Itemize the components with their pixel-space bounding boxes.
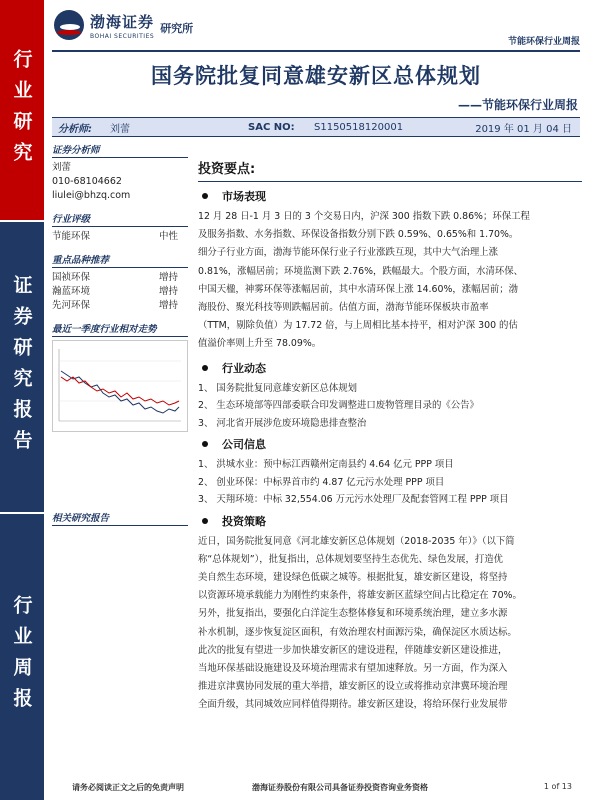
strategy-paragraph	[198, 533, 582, 715]
report-type-header: 节能环保行业周报	[507, 37, 580, 47]
strategy-line: 推进京津冀协同发展的重大举措，雄安新区的设立或将推动京津冀环境治理	[198, 681, 508, 693]
market-line: 及服务指数、水务指数、环保设备指数分别下跌 0.59%、0.65%和 1.70%。	[198, 229, 519, 241]
institute-label: 研究所	[160, 22, 194, 35]
analyst-name: 刘蕾	[110, 123, 130, 135]
industry-list	[198, 380, 582, 433]
logo-cn-name: 渤海证券	[90, 12, 155, 31]
industry-section-heading	[202, 360, 582, 376]
analyst-phone: 010-68104662	[52, 176, 122, 187]
market-line: （TTM，剔除负值）为 17.72 倍，与上周相比基本持平，相对沪深 300 的估	[198, 320, 518, 332]
stock-name: 国祯环保	[52, 272, 91, 283]
strategy-heading-text: 投资策略	[222, 514, 266, 528]
stock-rating: 增持	[158, 286, 178, 297]
strategy-line: 全面升级，其同城效应同样值得期待。雄安新区建设，将给环保行业发展带	[198, 699, 508, 711]
stock-rating: 增持	[158, 300, 178, 311]
header-rule	[52, 50, 580, 52]
market-heading-text: 市场表现	[222, 190, 266, 203]
strategy-line: 另外，批复指出，要强化白洋淀生态整体修复和环境系统治理，建立多水源	[198, 608, 508, 620]
side-analyst-name: 刘蕾	[52, 162, 72, 173]
industry-item: 2、 生态环境部等四部委联合印发调整进口废物管理目录的《公告》	[198, 400, 479, 412]
rating-row	[52, 230, 188, 244]
sac-label: SAC NO:	[248, 121, 295, 133]
company-section-heading	[202, 436, 582, 452]
strategy-line: 以资源环境承载能力为刚性约束条件，将雄安新区蓝绿空间占比稳定在 70%。	[198, 590, 522, 602]
company-item: 1、 洪城水业：预中标江西赣州定南县约 4.64 亿元 PPP 项目	[198, 459, 454, 471]
stock-row	[52, 285, 188, 299]
industry-trend-line	[61, 371, 179, 413]
bullet-icon	[202, 365, 208, 371]
strategy-line: 补水机制，逐步恢复淀区面积，有效治理农村面源污染，确保淀区水质达标。	[198, 626, 517, 638]
left-strip	[0, 0, 44, 800]
market-line: 0.81%，涨幅居前；环境监测下跌 2.76%，跌幅最大。个股方面，水清环保、	[198, 265, 524, 277]
report-date: 2019 年 01 月 04 日	[475, 123, 572, 135]
strategy-line: 近日，国务院批复同意《河北雄安新区总体规划（2018-2035 年）》（以下简	[198, 535, 515, 547]
trend-chart-svg	[53, 341, 187, 431]
bullet-icon	[202, 441, 208, 447]
analyst-section-heading: 证券分析师	[52, 142, 188, 158]
chart-section-heading: 最近一季度行业相对走势	[52, 321, 188, 337]
related-reports-heading: 相关研究报告	[52, 510, 188, 526]
strategy-section-heading	[202, 513, 582, 529]
market-line: 12 月 28 日-1 月 3 日的 3 个交易日内，沪深 300 指数下跌 0.86%；环保工程	[198, 211, 530, 222]
analyst-label: 分析师:	[58, 123, 92, 135]
report-title: 国务院批复同意雄安新区总体规划	[151, 63, 481, 88]
sac-number: S1150518120001	[314, 121, 404, 133]
bullet-icon	[202, 518, 208, 524]
report-subtitle: ——节能环保行业周报	[457, 98, 578, 112]
strategy-line: 美自然生态环境，建设绿色低碳之城等。根据批复，雄安新区建设，将坚持	[198, 572, 508, 584]
strip-block-weekly	[0, 514, 44, 800]
page-number: 1 of 13	[543, 782, 572, 791]
market-line: 值溢价率则上升至 78.09%。	[198, 338, 322, 350]
industry-heading-text: 行业动态	[222, 361, 266, 375]
market-line: 细分子行业方面，渤海节能环保行业子行业涨跌互现，其中大气治理上涨	[198, 247, 499, 259]
market-paragraph	[198, 208, 582, 354]
stock-row	[52, 299, 188, 313]
company-logo	[54, 10, 193, 40]
key-points-rule	[198, 181, 582, 182]
strategy-line: 称“总体规划”），批复指出，总体规划要坚持生态优先、绿色发展，打造优	[198, 553, 504, 565]
company-list	[198, 456, 582, 509]
strip-text-weekly: 行业周报	[10, 595, 33, 719]
footer-disclaimer: 请务必阅读正文之后的免责声明	[72, 783, 184, 792]
stock-name: 先河环保	[52, 300, 91, 311]
stock-rating: 增持	[158, 272, 178, 283]
strip-text-research: 行业研究	[10, 49, 33, 173]
industry-item: 1、 国务院批复同意雄安新区总体规划	[198, 382, 357, 394]
relative-trend-chart	[52, 340, 188, 432]
strategy-line: 当地环保基础设施建设及环境治理需求有望加速释放。另一方面，作为深入	[198, 663, 508, 675]
rating-value: 中性	[158, 231, 178, 242]
market-line: 海股份、聚光科技等则跌幅居前。估值方面，渤海节能环保板块市盈率	[198, 302, 489, 314]
bullet-icon	[202, 193, 208, 199]
key-points-heading: 投资要点:	[198, 162, 256, 177]
bohai-logo-icon	[54, 10, 84, 40]
strip-block-research	[0, 0, 44, 222]
rating-industry: 节能环保	[52, 231, 91, 242]
stocks-section-heading: 重点品种推荐	[52, 252, 188, 268]
stock-row	[52, 271, 188, 285]
market-line: 中国天楹，神雾环保等涨幅居前，其中水清环保上涨 14.60%，涨幅居前；渤	[198, 283, 518, 295]
side-panel	[52, 142, 188, 529]
strategy-line: 此次的批复有望进一步加快雄安新区的建设进程，伴随雄安新区建设推进，	[198, 644, 508, 656]
stock-name: 瀚蓝环境	[52, 286, 91, 297]
company-heading-text: 公司信息	[222, 438, 266, 452]
footer-company: 渤海证券股份有限公司具备证券投资咨询业务资格	[252, 783, 428, 792]
market-section-heading	[202, 188, 582, 204]
analyst-email[interactable]: liulei@bhzq.com	[52, 190, 131, 201]
company-item: 3、 天翔环境：中标 32,554.06 万元污水处理厂及配套管网工程 PPP 项目	[198, 494, 509, 506]
company-item: 2、 创业环保：中标界首市约 4.87 亿元污水处理 PPP 项目	[198, 476, 445, 488]
strip-block-report	[0, 222, 44, 514]
logo-en-name: BOHAI SECURITIES	[90, 32, 155, 40]
industry-item: 3、 河北省开展涉危废环境隐患排查整治	[198, 417, 367, 429]
main-content	[198, 158, 582, 715]
strip-text-report: 证券研究报告	[10, 275, 33, 461]
meta-bar	[52, 117, 580, 137]
rating-section-heading: 行业评级	[52, 211, 188, 227]
